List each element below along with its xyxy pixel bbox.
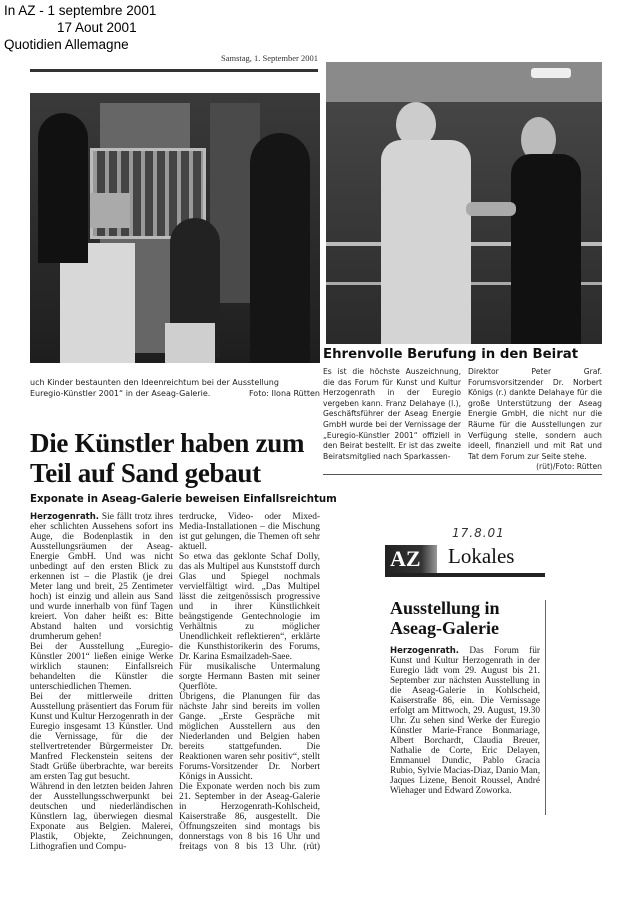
paragraph: So etwa das geklonte Schaf Dolly, das als Multipel aus Kunststoff durch Glas und Spiegel nochmals vervielfältigt wird. „Das Multipel lässt die zeitgenössisch progressive und in ihrer Künstlichkeit beängstigende Gentechnologie im Verhältnis zu möglicher Unendlichkeit reflektieren“, erklärte die Kunsthistorikerin des Forums, Dr. Karina Esmailzadeh-Saee.: [179, 552, 320, 662]
beirat-col1-text: Es ist die höchste Auszeichnung, die das Forum für Kunst und Kultur Herzogenrath in der Euregio vergeben kann. Franz Delahaye (l.), Geschäftsführer der Aseag Energie GmbH wurde bei der Vernissage der „Euregio-Künstler 2001“ offiziell in den Beirat bestellt. Er ist das zweite Beiratsmitglied nach Sparkassen-: [323, 367, 461, 461]
photo-caption: [30, 377, 320, 399]
paragraph: Während in den letzten beiden Jahren der Ausstellungsschwerpunkt bei deutschen und niederländischen Künstlern lag, überwiegen diesmal Exponate aus Belgien. Malerei, Plastik, Objekte, Zeichnungen, Lithografien und Compu-: [30, 782, 173, 852]
top-rule: [30, 69, 318, 72]
beirat-credit: (rüt)/Foto: Rütten: [536, 462, 602, 472]
beirat-column-2: [468, 367, 602, 473]
paragraph: Bei der mittlerweile dritten Ausstellung präsentiert das Forum für Kunst und Kultur Herzogenrath in der Euregio insgesamt 13 Künstler. Und die Vernissage, für die der stellvertretender Bürgermeister Dr. Manfred Fleckenstein seitens der Stadt Grüße überbrachte, war bereits am ersten Tag gut besucht.: [30, 692, 173, 782]
beirat-col2-text: Direktor Peter Graf. Forumsvorsitzender Dr. Norbert Königs (r.) dankte Delahaye für die große Unterstützung der Aseag Energie GmbH, die nicht nur die Räume für die Ausstellungen zur Verfügung stelle, sondern auch ideell, finanziell und mit Rat und Tat dem Forum zur Seite stehe.: [468, 367, 602, 461]
photo-credit: Foto: Ilona Rütten: [248, 389, 320, 398]
column-divider: [545, 600, 546, 815]
newspaper-dateline: Samstag, 1. September 2001: [220, 53, 318, 63]
lokales-text: Das Forum für Kunst und Kultur Herzogenrath in der Euregio lädt vom 29. August bis 21. September zur nächsten Ausstellung in die Aseag-Galerie in Kohlscheid, Kaiserstraße 86, ein. Die Vernissage erfolgt am Mittwoch, 29. August, 19.30 Uhr. Zu sehen sind Werke der Euregio Künstler Marie-France Bonmariage, Albert Borchardt, Claudia Breuer, Nathalie de Corte, Eric Delayen, Emmanuel Dundic, Pablo Gracia Rubio, Sylvie Macias-Diaz, Danio Man, Jaques Lizene, Benoit Roussel, André Wiehager und Edward Zoworka.: [390, 646, 541, 796]
paragraph: Die Exponate werden noch bis zum 21. September in der Aseag-Galerie in Herzogenrath-Kohlscheid, Kaiserstraße 86, ausgestellt. Die Öffnungszeiten sind montags bis donnerstags von 8 bis 16 Uhr und freitags von 8 bis 13 Uhr.: [179, 782, 320, 852]
beirat-headline: Ehrenvolle Berufung in den Beirat: [323, 347, 579, 362]
main-credit: (rüt): [303, 842, 320, 852]
paragraph: Für musikalische Untermalung sorgte Hermann Basten mit seiner Querflöte.: [179, 662, 320, 692]
caption-line-1: uch Kinder bestaunten den Ideenreichtum bei der Ausstellung: [30, 378, 279, 387]
annotation-line-1: In AZ - 1 septembre 2001: [4, 3, 157, 18]
main-column-2: [179, 512, 320, 852]
exhibition-photo: [30, 93, 320, 363]
annotation-line-2: 17 Aout 2001: [57, 20, 137, 35]
paragraph: Bei der Ausstellung „Euregio-Künstler 2001“ ließen einige Werke wirklich staunen: Einfallsreich behandelten die Künstler die unterschiedlichen Themen.: [30, 642, 173, 692]
main-column-1: [30, 512, 173, 852]
lokales-body: [390, 646, 540, 796]
az-logo: AZ: [385, 545, 437, 573]
annotation-line-3: Quotidien Allemagne: [4, 37, 129, 52]
paragraph: Sie fällt trotz ihres eher schlichten Aussehens sofort ins Auge, die Bodenplastik in den Ausstellungsräumen der Aseag-Energie GmbH. Und was nicht unbedingt auf den ersten Blick zu erkennen ist – die Plastik (je drei Meter lang und breit, 25 Zentimeter hoch) ist einzig und allein aus Sand und wurde innerhalb von fünf Tagen kreiert. Von daher heißt es: Bitte Abstand halten und vorsichtig drumherum gehen!: [30, 512, 173, 642]
lokales-dateline: Herzogenrath.: [390, 646, 460, 656]
handwritten-date: 17.8.01: [452, 526, 505, 540]
section-title: Lokales: [448, 544, 515, 568]
caption-line-2: Euregio-Künstler 2001“ in der Aseag-Galerie.: [30, 389, 211, 398]
paragraph: Übrigens, die Planungen für das nächste Jahr sind bereits im vollen Gange. „Erste Gespräche mit möglichen Ausstellern aus den Niederlanden und Belgien haben bereits stattgefunden. Die Reaktionen waren sehr positiv“, stellt Forums-Vorsitzender Dr. Norbert Königs in Aussicht.: [179, 692, 320, 782]
handshake-photo: [326, 62, 602, 344]
lokales-headline: Ausstellung in Aseag-Galerie: [390, 598, 500, 638]
main-dateline: Herzogenrath.: [30, 512, 100, 522]
beirat-rule: [323, 474, 602, 475]
beirat-column-1: [323, 367, 461, 462]
section-rule: [385, 573, 545, 577]
paragraph: terdrucke, Video- oder Mixed-Media-Installationen – die Mischung ist gut gelungen, die Themen oft sehr aktuell.: [179, 512, 320, 552]
main-subheadline: Exponate in Aseag-Galerie beweisen Einfallsreichtum: [30, 494, 337, 505]
main-headline: Die Künstler haben zum Teil auf Sand gebaut: [30, 428, 305, 488]
